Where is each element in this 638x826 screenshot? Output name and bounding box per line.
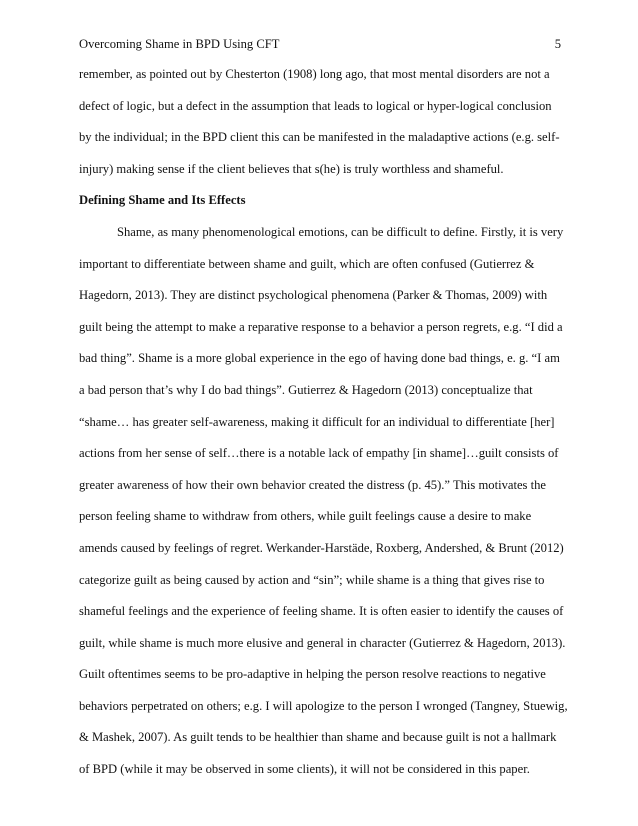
text-line: of BPD (while it may be observed in some clients), it will not be considered in this paper. <box>79 762 530 777</box>
text-line: defect of logic, but a defect in the assumption that leads to logical or hyper-logical conclusion <box>79 98 552 113</box>
text-line: guilt being the attempt to make a reparative response to a behavior a person regrets, e.g. “I did a <box>79 319 563 334</box>
body-text <box>79 64 568 791</box>
text-line: “shame… has greater self-awareness, making it difficult for an individual to differentiate [her] <box>79 414 555 429</box>
text-line: bad thing”. Shame is a more global experience in the ego of having done bad things, e. g. “I am <box>79 351 560 366</box>
text-line: injury) making sense if the client believes that s(he) is truly worthless and shameful. <box>79 161 504 176</box>
running-head-title: Overcoming Shame in BPD Using CFT <box>79 37 280 51</box>
text-line: remember, as pointed out by Chesterton (1908) long ago, that most mental disorders are not a <box>79 67 550 81</box>
section-heading: Defining Shame and Its Effects <box>79 193 246 208</box>
text-line: Guilt oftentimes seems to be pro-adaptive in helping the person resolve reactions to negative <box>79 667 546 682</box>
paragraph-first-line: Shame, as many phenomenological emotions, can be difficult to define. Firstly, it is very <box>117 224 564 239</box>
text-line: important to differentiate between shame and guilt, which are often confused (Gutierrez & <box>79 256 535 271</box>
text-line: greater awareness of how their own behavior created the distress (p. 45).” This motivates the <box>79 477 546 492</box>
text-line: by the individual; in the BPD client this can be manifested in the maladaptive actions (e.g. self- <box>79 130 560 145</box>
text-line: actions from her sense of self…there is a notable lack of empathy [in shame]…guilt consists of <box>79 446 559 461</box>
text-line: a bad person that’s why I do bad things”. Gutierrez & Hagedorn (2013) conceptualize that <box>79 382 533 397</box>
page-number: 5 <box>554 37 561 51</box>
text-line: & Mashek, 2007). As guilt tends to be healthier than shame and because guilt is not a hallmark <box>79 730 557 745</box>
text-line: person feeling shame to withdraw from others, while guilt feelings cause a desire to make <box>79 509 532 524</box>
text-line: shameful feelings and the experience of feeling shame. It is often easier to identify the causes of <box>79 604 564 619</box>
text-line: categorize guilt as being caused by action and “sin”; while shame is a thing that gives rise to <box>79 572 545 587</box>
text-line: Hagedorn, 2013). They are distinct psychological phenomena (Parker & Thomas, 2009) with <box>79 288 548 303</box>
text-line: behaviors perpetrated on others; e.g. I will apologize to the person I wronged (Tangney, Stuewig, <box>79 698 568 713</box>
text-line: guilt, while shame is much more elusive and general in character (Gutierrez & Hagedorn, 2013). <box>79 635 566 650</box>
text-line: amends caused by feelings of regret. Werkander-Harstäde, Roxberg, Andershed, & Brunt (2012) <box>79 540 564 555</box>
